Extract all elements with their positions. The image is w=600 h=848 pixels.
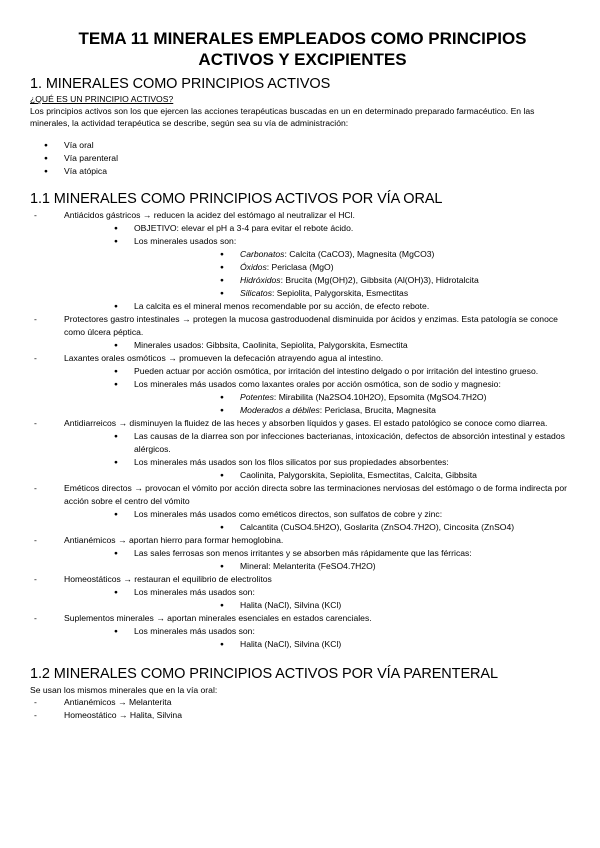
moderate-label: Moderados a débiles — [240, 405, 320, 415]
parenteral-list — [30, 696, 575, 722]
route-atopica: ● Vía atópica — [30, 165, 575, 178]
hydroxides-label: Hidróxidos — [240, 275, 281, 285]
title-line-1: TEMA 11 MINERALES EMPLEADOS COMO PRINCIPIOS — [78, 29, 527, 48]
homeostatic-text: Homeostáticos → restauran el equilibrio de electrolitos — [64, 574, 272, 584]
supplements-minerals — [64, 625, 575, 651]
section-1-question: ¿QUÉ ES UN PRINCIPIO ACTIVOS? — [30, 94, 174, 104]
antianemic-item — [30, 534, 575, 573]
laxatives-item — [30, 352, 575, 417]
emetics-mineral-list — [134, 521, 575, 534]
protectors-item — [30, 313, 575, 352]
moderate-text: : Periclasa, Brucita, Magnesita — [319, 405, 436, 415]
supplements-minerals-intro: Los minerales más usados son: — [134, 626, 255, 636]
routes-list — [30, 139, 575, 178]
silicates-label: Silicatos — [240, 288, 272, 298]
route-oral: ● Vía oral — [30, 139, 575, 152]
supplements-sublist — [64, 625, 575, 651]
section-1-heading: 1. MINERALES COMO PRINCIPIOS ACTIVOS — [30, 76, 331, 92]
laxatives-sublist — [64, 365, 575, 417]
antidiarrheal-text: Antidiarreicos → disminuyen la fluidez de las heces y absorben líquidos y gases. El estado patológico se conoce como diarrea. — [64, 418, 548, 428]
route-parenteral: ● Vía parenteral — [30, 152, 575, 165]
section-1-paragraph: Los principios activos son los que ejercen las acciones terapéuticas buscadas en un en determinado preparado farmacéutico. En las minerales, la actividad terapéutica se describe, según sea su vía de administración: — [30, 106, 535, 128]
emetics-minerals — [64, 508, 575, 534]
antidiarrheal-minerals — [64, 456, 575, 482]
section-1-2-intro: Se usan los mismos minerales que en la vía oral: — [30, 685, 218, 695]
parenteral-homeostatic: - Homeostático → Halita, Silvina — [30, 709, 575, 722]
supplements-list: ● Halita (NaCl), Silvina (KCl) — [134, 638, 575, 651]
emetics-minerals-intro: Los minerales más usados como eméticos directos, son sulfatos de cobre y zinc: — [134, 509, 443, 519]
emetics-item — [30, 482, 575, 534]
calcite-note: ● La calcita es el mineral menos recomendable por su acción, de efecto rebote. — [64, 300, 575, 313]
antacids-mineral-types — [134, 248, 575, 300]
laxatives-types — [134, 391, 575, 417]
section-1-1-heading: 1.1 MINERALES COMO PRINCIPIOS ACTIVOS POR VÍA ORAL — [30, 191, 443, 207]
antacids-minerals-intro: Los minerales usados son: — [134, 236, 237, 246]
section-1-2-heading: 1.2 MINERALES COMO PRINCIPIOS ACTIVOS POR VÍA PARENTERAL — [30, 666, 498, 682]
laxatives-minerals-intro: Los minerales más usados como laxantes orales por acción osmótica, son de sodio y magnesio: — [134, 379, 501, 389]
laxatives-text: Laxantes orales osmóticos → promueven la defecación atrayendo agua al intestino. — [64, 353, 384, 363]
antidiarrheal-mineral-list — [134, 469, 575, 482]
emetics-list: ● Calcantita (CuSO4.5H2O), Goslarita (ZnSO4.7H2O), Cincosita (ZnSO4) — [134, 521, 575, 534]
antianemic-salts — [64, 547, 575, 573]
oxides-text: : Periclasa (MgO) — [266, 262, 334, 272]
homeostatic-sublist — [64, 586, 575, 612]
parenteral-antianemic: - Antianémicos → Melanterita — [30, 696, 575, 709]
laxatives-action: ● Pueden actuar por acción osmótica, por irritación del intestino delgado o por irritación del intestino grueso. — [64, 365, 575, 378]
homeostatic-list: ● Halita (NaCl), Silvina (KCl) — [134, 599, 575, 612]
oral-categories-list — [30, 209, 575, 651]
antacids-objective: ● OBJETIVO: elevar el pH a 3-4 para evitar el rebote ácido. — [64, 222, 575, 235]
antianemic-salts-text: Las sales ferrosas son menos irritantes y se absorben más rápidamente que las férricas: — [134, 548, 472, 558]
antianemic-sublist — [64, 547, 575, 573]
carbonates-item — [134, 248, 575, 261]
antianemic-text: Antianémicos → aportan hierro para formar hemoglobina. — [64, 535, 284, 545]
antidiarrheal-item — [30, 417, 575, 482]
antidiarrheal-sublist — [64, 430, 575, 482]
potent-item — [134, 391, 575, 404]
potent-text: : Mirabilita (Na2SO4.10H2O), Epsomita (MgSO4.7H2O) — [273, 392, 487, 402]
oxides-item — [134, 261, 575, 274]
homeostatic-mineral-list — [134, 599, 575, 612]
antacids-text: Antiácidos gástricos → reducen la acidez del estómago al neutralizar el HCl. — [64, 210, 355, 220]
title-line-2: ACTIVOS Y EXCIPIENTES — [198, 50, 407, 69]
homeostatic-minerals-intro: Los minerales más usados son: — [134, 587, 255, 597]
protectors-text: Protectores gastro intestinales → protegen la mucosa gastroduodenal disminuida por ácidos y enzimas. Esta patología se conoce como úlcera péptica. — [64, 314, 558, 337]
antidiarrheal-list: ● Caolinita, Palygorskita, Sepiolita, Esmectitas, Calcita, Gibbsita — [134, 469, 575, 482]
supplements-mineral-list — [134, 638, 575, 651]
homeostatic-item — [30, 573, 575, 612]
document-page — [30, 28, 575, 722]
protectors-sublist — [64, 339, 575, 352]
antianemic-mineral-list — [134, 560, 575, 573]
carbonates-label: Carbonatos — [240, 249, 285, 259]
protectors-minerals: ● Minerales usados: Gibbsita, Caolinita, Sepiolita, Palygorskita, Esmectita — [64, 339, 575, 352]
antacids-item — [30, 209, 575, 313]
laxatives-minerals — [64, 378, 575, 417]
supplements-text: Suplementos minerales → aportan minerales esenciales en estados carenciales. — [64, 613, 372, 623]
emetics-text: Eméticos directos → provocan el vómito por acción directa sobre las terminaciones nerviosas del estómago o de forma indirecta por acción sobre el centro del vómito — [64, 483, 567, 506]
antianemic-mineral: ● Mineral: Melanterita (FeSO4.7H2O) — [134, 560, 575, 573]
silicates-text: : Sepiolita, Palygorskita, Esmectitas — [272, 288, 409, 298]
oxides-label: Óxidos — [240, 262, 267, 272]
supplements-item — [30, 612, 575, 651]
antacids-sublist — [64, 222, 575, 313]
carbonates-text: : Calcita (CaCO3), Magnesita (MgCO3) — [284, 249, 435, 259]
document-title — [30, 28, 575, 70]
silicates-item — [134, 287, 575, 300]
antacids-minerals — [64, 235, 575, 300]
antidiarrheal-causes: ● Las causas de la diarrea son por infecciones bacterianas, intoxicación, defectos de absorción intestinal y estados alérgicos. — [64, 430, 575, 456]
potent-label: Potentes — [240, 392, 274, 402]
hydroxides-text: : Brucita (Mg(OH)2), Gibbsita (Al(OH)3), Hidrotalcita — [280, 275, 479, 285]
moderate-item — [134, 404, 575, 417]
antidiarrheal-minerals-intro: Los minerales más usados son los filos silicatos por sus propiedades absorbentes: — [134, 457, 449, 467]
hydroxides-item — [134, 274, 575, 287]
emetics-sublist — [64, 508, 575, 534]
homeostatic-minerals — [64, 586, 575, 612]
